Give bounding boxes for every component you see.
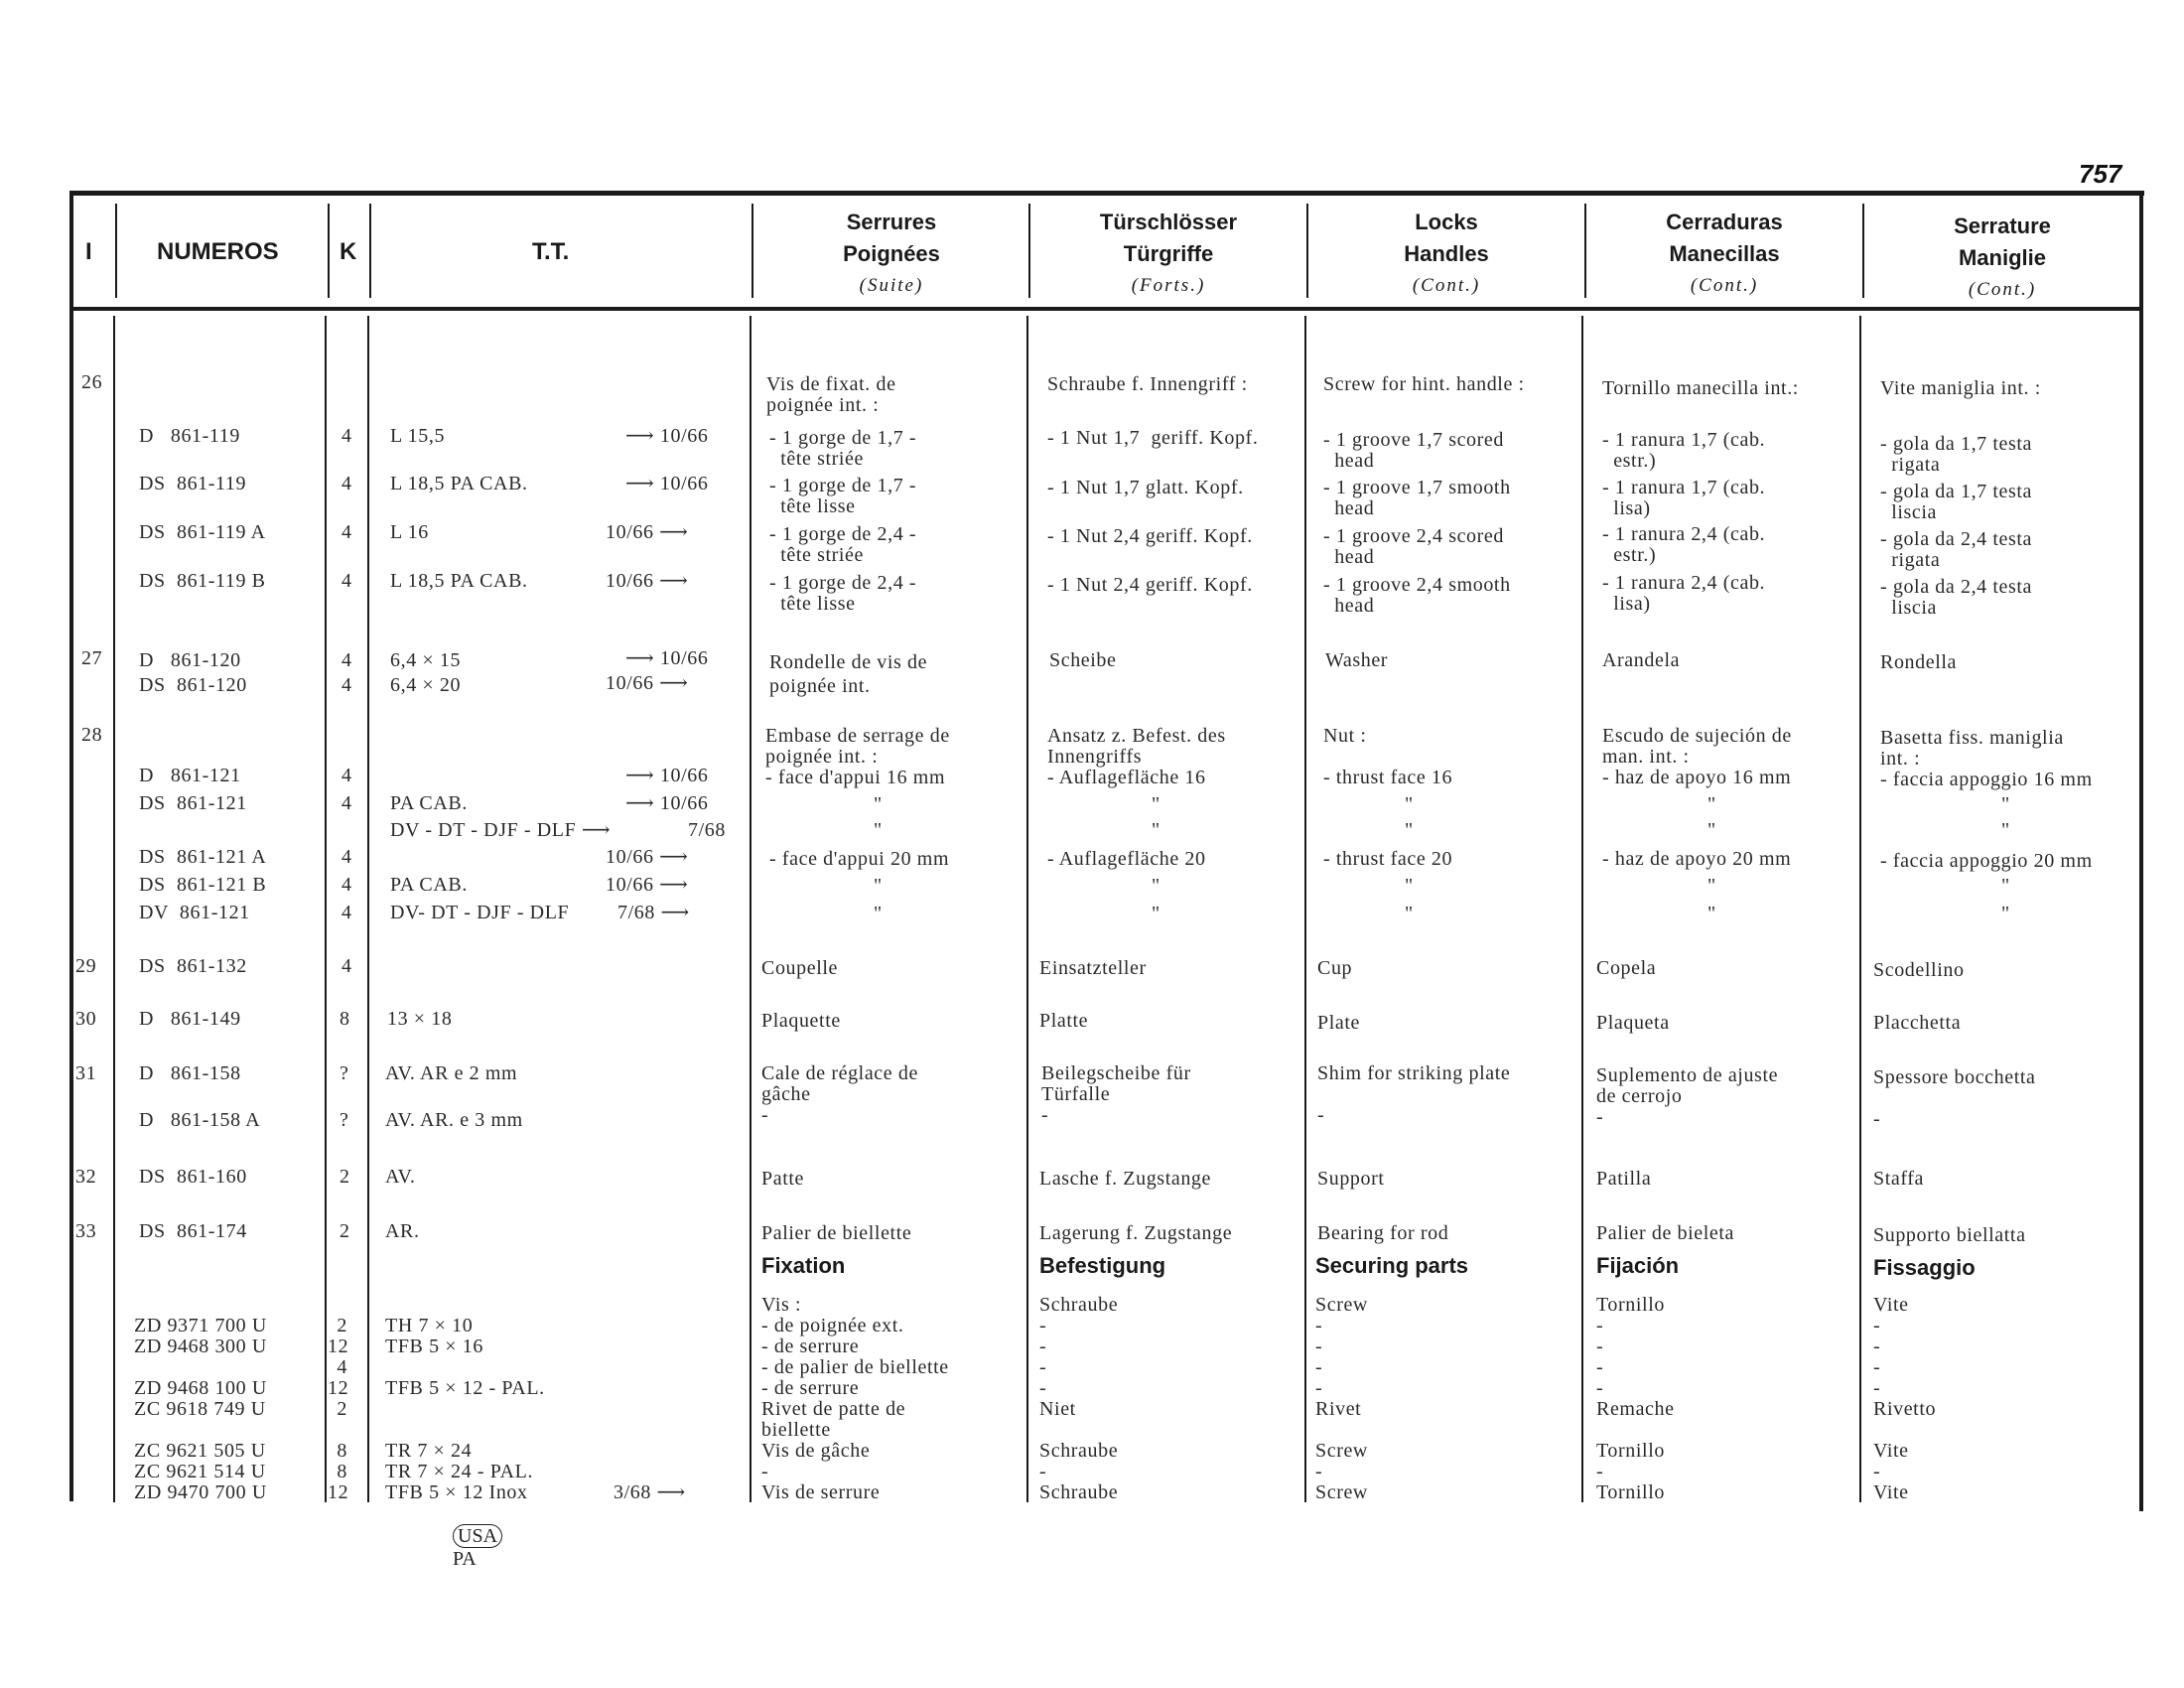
- date-range: 3/68 ⟶: [614, 1481, 686, 1503]
- desc-de: Beilegscheibe für Türfalle -: [1041, 1062, 1191, 1126]
- desc-fr: - 1 gorge de 1,7 - tête striée: [769, 427, 917, 470]
- desc-fr: Cale de réglace de gâche -: [761, 1062, 918, 1126]
- usa-circle-label: USA: [453, 1524, 502, 1548]
- col-header-spanish: [1586, 207, 1862, 302]
- hdr-divider: [751, 204, 753, 298]
- date-range: 10/66 ⟶: [606, 672, 689, 694]
- date-range: 10/66 ⟶: [606, 846, 689, 868]
- tech-spec: L 16: [390, 521, 429, 543]
- ditto-mark: ": [1152, 903, 1160, 924]
- desc-fr: - face d'appui 20 mm: [769, 848, 950, 870]
- desc-it: Scodellino: [1873, 959, 1965, 981]
- desc-de: - 1 Nut 1,7 geriff. Kopf.: [1047, 427, 1259, 449]
- quantity: 4: [341, 473, 352, 494]
- group-index: 32: [75, 1166, 97, 1188]
- desc-es: Plaqueta: [1596, 1012, 1670, 1034]
- usa-marking: [433, 1501, 502, 1594]
- desc-it: Spessore bocchetta -: [1873, 1066, 2036, 1130]
- desc-es: Patilla: [1596, 1168, 1652, 1190]
- header-rule: [69, 307, 2139, 311]
- group-index: 28: [81, 724, 103, 746]
- col-divider: [750, 316, 751, 1502]
- ditto-mark: ": [1405, 819, 1414, 841]
- desc-fr: - 1 gorge de 2,4 - tête striée: [769, 523, 917, 566]
- quantity: 4: [341, 765, 352, 786]
- col-divider: [367, 316, 369, 1502]
- header-line: Manecillas: [1669, 241, 1780, 266]
- col-divider: [1026, 316, 1028, 1502]
- desc-es: Tornillo manecilla int.:: [1602, 377, 1799, 399]
- tech-spec: AR.: [385, 1220, 420, 1242]
- part-number: DS 861-121 A: [139, 846, 267, 868]
- quantity: ?: [340, 1109, 349, 1131]
- date-range: 7/68 ⟶: [617, 902, 690, 923]
- right-border: [2139, 191, 2143, 1511]
- header-sub: (Cont.): [1968, 279, 2037, 300]
- header-line: Locks: [1415, 210, 1478, 234]
- group-index: 26: [81, 371, 103, 393]
- quantity: 4: [341, 874, 352, 896]
- date-range: ⟶ 10/66: [625, 425, 709, 447]
- desc-en: - 1 groove 2,4 scored head: [1323, 525, 1504, 568]
- desc-en: - thrust face 20: [1323, 848, 1453, 870]
- desc-es: Escudo de sujeción de man. int. : - haz de apoyo 16 mm: [1602, 725, 1792, 788]
- ditto-mark: ": [1405, 875, 1414, 897]
- date-range: ⟶ 10/66: [625, 792, 709, 814]
- desc-it: - gola da 1,7 testa liscia: [1880, 481, 2033, 523]
- ditto-mark: ": [1707, 903, 1716, 924]
- desc-es: Suplemento de ajuste de cerrojo -: [1596, 1064, 1779, 1128]
- desc-de: - 1 Nut 1,7 glatt. Kopf.: [1047, 477, 1244, 498]
- quantity: 4 4: [341, 649, 352, 696]
- group-index: 27: [81, 647, 103, 669]
- desc-en-list: Screw - - - - Rivet Screw - Screw: [1315, 1294, 1368, 1503]
- col-header-k: K: [340, 238, 357, 265]
- part-number: DS 861-132: [139, 955, 247, 977]
- part-number: D 861-119: [139, 425, 240, 447]
- col-header-french: [754, 207, 1028, 302]
- desc-de: - 1 Nut 2,4 geriff. Kopf.: [1047, 525, 1253, 547]
- part-number: DS 861-119 B: [139, 570, 266, 592]
- desc-it: Vite maniglia int. :: [1880, 377, 2041, 399]
- ditto-mark: ": [2001, 903, 2010, 924]
- desc-de: Lasche f. Zugstange: [1039, 1168, 1212, 1190]
- part-number: DS 861-119 A: [139, 521, 266, 543]
- col-header-italian: [1864, 211, 2140, 306]
- desc-en: Washer: [1325, 649, 1389, 671]
- desc-en: - 1 groove 2,4 smooth head: [1323, 574, 1511, 617]
- desc-fr: - 1 gorge de 1,7 - tête lisse: [769, 475, 917, 517]
- tech-spec-list: TH 7 × 10 TFB 5 × 16 TFB 5 × 12 - PAL. TR 7 × 24 TR 7 × 24 - PAL. TFB 5 × 12 Inox: [385, 1315, 545, 1503]
- hdr-divider: [115, 204, 117, 298]
- ditto-mark: ": [1405, 903, 1414, 924]
- part-number: DS 861-121 B: [139, 874, 267, 896]
- desc-fr: Vis de fixat. de poignée int. :: [766, 373, 896, 416]
- date-range: ⟶ 10/66: [625, 473, 709, 494]
- desc-fr-list: Vis : - de poignée ext. - de serrure - de palier de biellette - de serrure Rivet de patte de biellette Vis de gâche - Vis de serrure: [761, 1294, 949, 1503]
- desc-it: Placchetta: [1873, 1012, 1962, 1034]
- tech-spec: L 18,5 PA CAB.: [390, 473, 528, 494]
- ditto-mark: ": [1707, 793, 1716, 815]
- desc-it: Staffa: [1873, 1168, 1924, 1190]
- col-header-german: [1030, 207, 1306, 302]
- desc-fr: Coupelle: [761, 957, 839, 979]
- desc-fr: Plaquette: [761, 1010, 841, 1032]
- header-line: Serrures: [846, 210, 937, 234]
- desc-en: Nut : - thrust face 16: [1323, 725, 1453, 788]
- quantity: 4: [341, 955, 352, 977]
- ditto-mark: ": [1152, 793, 1160, 815]
- header-line: Poignées: [843, 241, 940, 266]
- desc-de: Lagerung f. Zugstange: [1039, 1222, 1233, 1244]
- desc-de: Platte: [1039, 1010, 1089, 1032]
- desc-it: Basetta fiss. maniglia int. : - faccia appoggio 16 mm: [1880, 727, 2093, 790]
- header-line: Cerraduras: [1666, 210, 1783, 234]
- desc-en: Plate: [1317, 1012, 1360, 1034]
- desc-de-list: Schraube - - - - Niet Schraube - Schraube: [1039, 1294, 1119, 1503]
- date-range: 10/66 ⟶: [606, 570, 689, 592]
- col-divider: [1304, 316, 1306, 1502]
- header-line: Maniglie: [1958, 245, 2046, 270]
- date-range: ⟶ 10/66: [625, 647, 709, 669]
- quantity: 4: [341, 902, 352, 923]
- part-number-list: ZD 9371 700 U ZD 9468 300 U ZD 9468 100 U ZC 9618 749 U ZC 9621 505 U ZC 9621 514 U ZD 9470 700 U: [134, 1315, 267, 1503]
- part-number: D 861-121: [139, 765, 241, 786]
- desc-it: - gola da 1,7 testa rigata: [1880, 433, 2033, 476]
- group-index: 30: [75, 1008, 97, 1030]
- desc-en: - 1 groove 1,7 scored head: [1323, 429, 1504, 472]
- desc-en: Screw for hint. handle :: [1323, 373, 1525, 395]
- ditto-mark: ": [1707, 875, 1716, 897]
- desc-fr: Embase de serrage de poignée int. : - face d'appui 16 mm: [765, 725, 950, 788]
- desc-es: - 1 ranura 2,4 (cab. lisa): [1602, 572, 1766, 615]
- desc-it: - faccia appoggio 20 mm: [1880, 850, 2093, 872]
- header-line: Türschlösser: [1099, 210, 1238, 234]
- top-rule: [69, 191, 2144, 196]
- hdr-divider: [328, 204, 330, 298]
- col-divider: [325, 316, 327, 1502]
- section-title-en: Securing parts: [1315, 1253, 1469, 1278]
- desc-de: - 1 Nut 2,4 geriff. Kopf.: [1047, 574, 1253, 596]
- desc-es: Arandela: [1602, 649, 1681, 671]
- part-number: DS 861-160: [139, 1166, 247, 1188]
- section-title-fr: Fixation: [761, 1253, 846, 1278]
- desc-es: Copela: [1596, 957, 1657, 979]
- desc-fr: Rondelle de vis de poignée int.: [769, 651, 928, 697]
- part-number: DV 861-121: [139, 902, 250, 923]
- ditto-mark: ": [874, 793, 883, 815]
- page-number: 757: [2079, 159, 2122, 189]
- tech-spec: AV.: [385, 1166, 416, 1188]
- desc-en: Shim for striking plate -: [1317, 1062, 1511, 1126]
- ditto-mark: ": [1707, 819, 1716, 841]
- quantity: 8: [340, 1008, 350, 1030]
- desc-en: Support: [1317, 1168, 1385, 1190]
- part-number: D 861-120 DS 861-120: [139, 649, 247, 696]
- desc-it: - gola da 2,4 testa rigata: [1880, 528, 2033, 571]
- desc-de: Ansatz z. Befest. des Innengriffs - Auflagefläche 16: [1047, 725, 1226, 788]
- col-header-tt: T.T.: [532, 238, 570, 265]
- part-number: DS 861-121: [139, 792, 247, 814]
- ditto-mark: ": [1405, 793, 1414, 815]
- col-divider: [1581, 316, 1583, 1502]
- desc-fr: Palier de biellette: [761, 1222, 912, 1244]
- col-divider: [113, 316, 115, 1502]
- date-range: 10/66 ⟶: [606, 874, 689, 896]
- group-index: 29: [75, 955, 97, 977]
- part-number: D 861-158 A: [139, 1109, 261, 1131]
- section-title-es: Fijación: [1596, 1253, 1680, 1278]
- desc-de: Schraube f. Innengriff :: [1047, 373, 1248, 395]
- header-sub: (Cont.): [1412, 275, 1481, 296]
- tech-spec: DV - DT - DJF - DLF ⟶: [390, 819, 612, 841]
- date-range: 7/68: [688, 819, 726, 841]
- desc-it: Rondella: [1880, 651, 1958, 673]
- tech-spec: PA CAB.: [390, 874, 468, 896]
- date-range: 10/66 ⟶: [606, 521, 689, 543]
- header-line: Türgriffe: [1123, 241, 1214, 266]
- desc-fr: Patte: [761, 1168, 804, 1190]
- ditto-mark: ": [1152, 819, 1160, 841]
- desc-de: Einsatzteller: [1039, 957, 1147, 979]
- desc-es: Palier de bieleta: [1596, 1222, 1735, 1244]
- col-divider: [1859, 316, 1861, 1502]
- hdr-divider: [369, 204, 371, 298]
- tech-spec: 13 × 18: [387, 1008, 453, 1030]
- col-header-english: [1308, 207, 1584, 302]
- part-number: DS 861-119: [139, 473, 247, 494]
- desc-it: Supporto biellatta: [1873, 1224, 2026, 1246]
- tech-spec: AV. AR e 2 mm: [385, 1062, 518, 1084]
- part-number: DS 861-174: [139, 1220, 247, 1242]
- quantity: 2: [340, 1220, 350, 1242]
- ditto-mark: ": [2001, 819, 2010, 841]
- ditto-mark: ": [874, 903, 883, 924]
- header-line: Handles: [1404, 241, 1489, 266]
- group-index: 33: [75, 1220, 97, 1242]
- col-header-i: I: [85, 238, 92, 265]
- ditto-mark: ": [874, 875, 883, 897]
- desc-it-list: Vite - - - - Rivetto Vite - Vite: [1873, 1294, 1937, 1503]
- part-number: D 861-158: [139, 1062, 241, 1084]
- col-header-numeros: NUMEROS: [157, 238, 279, 265]
- desc-es: - 1 ranura 1,7 (cab. estr.): [1602, 429, 1766, 472]
- quantity: 4: [341, 521, 352, 543]
- left-border: [69, 191, 73, 1501]
- date-range: ⟶ 10/66: [625, 765, 709, 786]
- header-sub: (Cont.): [1690, 275, 1759, 296]
- usa-pa-label: PA: [453, 1548, 477, 1570]
- desc-es: - haz de apoyo 20 mm: [1602, 848, 1792, 870]
- header-sub: (Suite): [859, 275, 924, 296]
- section-title-de: Befestigung: [1039, 1253, 1166, 1278]
- ditto-mark: ": [1152, 875, 1160, 897]
- desc-fr: - 1 gorge de 2,4 - tête lisse: [769, 572, 917, 615]
- quantity: 4: [341, 846, 352, 868]
- quantity: 4: [341, 425, 352, 447]
- quantity: ?: [340, 1062, 349, 1084]
- desc-en: Cup: [1317, 957, 1353, 979]
- tech-spec: L 15,5: [390, 425, 446, 447]
- desc-en: - 1 groove 1,7 smooth head: [1323, 477, 1511, 519]
- header-line: Serrature: [1954, 213, 2051, 238]
- ditto-mark: ": [2001, 793, 2010, 815]
- ditto-mark: ": [2001, 875, 2010, 897]
- ditto-mark: ": [874, 819, 883, 841]
- desc-es: - 1 ranura 1,7 (cab. lisa): [1602, 477, 1766, 519]
- tech-spec: DV- DT - DJF - DLF: [390, 902, 570, 923]
- part-number: D 861-149: [139, 1008, 241, 1030]
- quantity: 4: [341, 792, 352, 814]
- quantity: 2: [340, 1166, 350, 1188]
- desc-es-list: Tornillo - - - - Remache Tornillo - Tornillo: [1596, 1294, 1675, 1503]
- quantity-list: 2 12 4 12 2 8 8 12: [328, 1315, 349, 1503]
- desc-it: - gola da 2,4 testa liscia: [1880, 576, 2033, 619]
- desc-en: Bearing for rod: [1317, 1222, 1449, 1244]
- group-index: 31: [75, 1062, 97, 1084]
- tech-spec: PA CAB.: [390, 792, 468, 814]
- tech-spec: L 18,5 PA CAB.: [390, 570, 528, 592]
- tech-spec: 6,4 × 15 6,4 × 20: [390, 649, 462, 696]
- quantity: 4: [341, 570, 352, 592]
- desc-de: - Auflagefläche 20: [1047, 848, 1206, 870]
- desc-es: - 1 ranura 2,4 (cab. estr.): [1602, 523, 1766, 566]
- desc-de: Scheibe: [1049, 649, 1117, 671]
- section-title-it: Fissaggio: [1873, 1255, 1976, 1280]
- header-sub: (Forts.): [1131, 275, 1206, 296]
- tech-spec: AV. AR. e 3 mm: [385, 1109, 523, 1131]
